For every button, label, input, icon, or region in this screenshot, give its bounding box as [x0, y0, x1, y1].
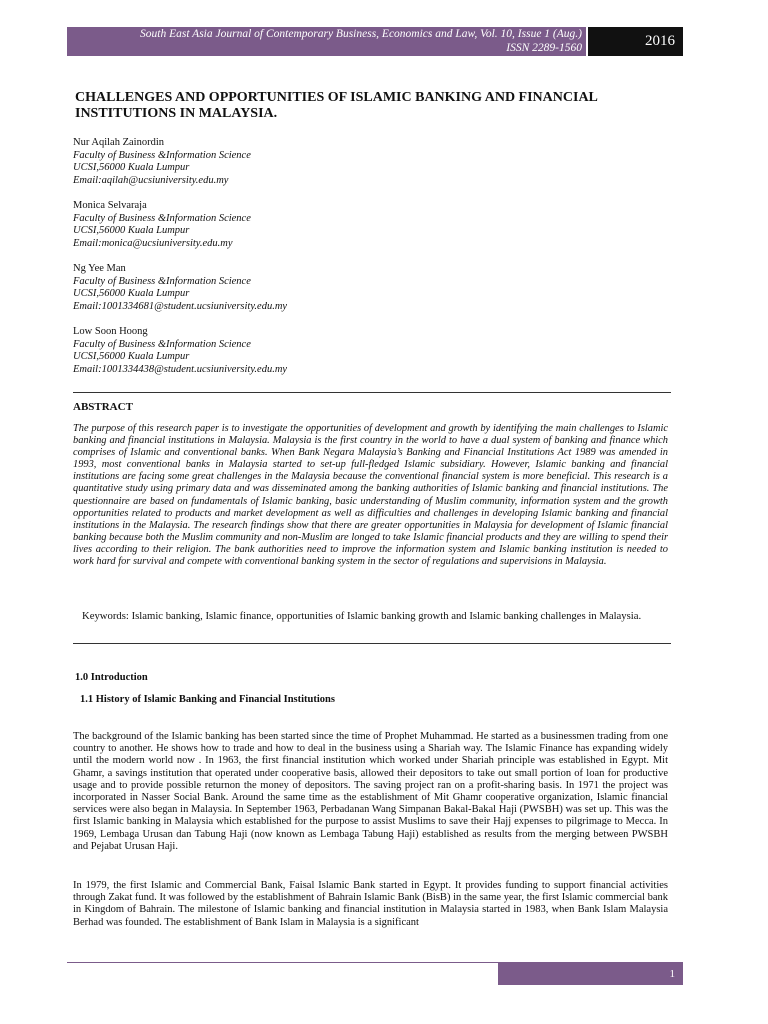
author-affiliation: Faculty of Business &Information Science: [73, 275, 251, 287]
author-block: [73, 137, 473, 187]
author-address: UCSI,56000 Kuala Lumpur: [73, 288, 190, 299]
author-block: [73, 263, 473, 313]
body-paragraph: The background of the Islamic banking has been started since the time of Prophet Muhammad. He started as a businessmen trading from one country to another. He shows how to trade and how to deal in the business using a Shariah way. The Islamic Finance has expanding widely until the modern world now . In 1963, the first financial institution which worked under Shariah principle was established in Egypt. Mit Ghamr, a savings institution that operated under cooperative basis, allowed their depositors to take out small portion of loan for productive usage and to provide possible returnon the money of depositors. The saving project ran on a profit-sharing basis. In 1971 the project was incorporated in Nasser Social Bank. Around the same time as the establishment of Mit Ghamr cooperative organization, Islamic financial services were also began in Malaysia. In September 1963, Perbadanan Wang Simpanan Bakal-Bakal Haji (PWSBH) was set up. This was the first Islamic banking in Malaysia which established for the purpose to assist Muslims to save their Hajj expenses to pilgrimage to Mecca. In 1969, Lembaga Urusan dan Tabung Haji (now known as Lembaga Tabung Haji) established as results from the merging between PWSBH and Pejabat Urusan Haji.: [73, 731, 668, 852]
journal-issn: ISSN 2289-1560: [506, 42, 582, 54]
abstract-heading: ABSTRACT: [73, 401, 133, 413]
author-name: Nur Aqilah Zainordin: [73, 137, 164, 148]
author-email: Email:1001334438@student.ucsiuniversity.edu.my: [73, 363, 288, 375]
author-email: Email:aqilah@ucsiuniversity.edu.my: [73, 174, 229, 186]
author-address: UCSI,56000 Kuala Lumpur: [73, 351, 190, 362]
subsection-heading: 1.1 History of Islamic Banking and Financial Institutions: [80, 694, 335, 705]
journal-citation: South East Asia Journal of Contemporary Business, Economics and Law, Vol. 10, Issue 1 (Aug.): [140, 28, 582, 40]
author-affiliation: Faculty of Business &Information Science: [73, 149, 251, 161]
page-number: 1: [498, 963, 683, 985]
paper-title-line: CHALLENGES AND OPPORTUNITIES OF ISLAMIC BANKING AND FINANCIAL: [75, 90, 598, 105]
author-name: Ng Yee Man: [73, 263, 126, 274]
journal-header-text: [70, 27, 582, 55]
author-email: Email:monica@ucsiuniversity.edu.my: [73, 237, 233, 249]
paper-title: [75, 90, 635, 121]
author-block: [73, 326, 473, 376]
abstract-text: The purpose of this research paper is to investigate the opportunities of development and growth by identifying the main challenges to Islamic banking and financial institutions in Malaysia. Malaysia is the first country in the world to have a dual system of banking and finance which comprises of Islamic and conventional banks. When Bank Negara Malaysia’s Banking and Financial Institutions Act 1989 was amended in 1993, most conventional banks in Malaysia started to set-up full-fledged Islamic subsidiary. However, Islamic banking and financial institutions are facing some great challenges in the Malaysia because the conventional financial system is more beneficial. This research is a quantitative study using primary data and was disseminated among the banking authorities of Islamic banking and financial institutions. The questionnaire are based on fundamentals of Islamic banking, basic understanding of Muslim community, information system and the growth opportunities related to products and market development as well as difficulties and challenges in developing Islamic banking and financial institutions in the Malaysia. The research findings show that there are greater opportunities in Malaysia for development of Islamic financial banking because both the Muslim community and non-Muslim are longed to take Islamic financial products and they are willing to spend their lives according to their religion. The bank authorities need to improve the information system and Islamic banking institution is needed to work hard for survival and compete with conventional banking system in the sector of regulations and supervisions in Malaysia.: [73, 423, 668, 568]
author-name: Monica Selvaraja: [73, 200, 147, 211]
author-block: [73, 200, 473, 250]
keywords: Keywords: Islamic banking, Islamic finance, opportunities of Islamic banking growth and Islamic banking challenges in Malaysia.: [82, 610, 642, 622]
divider-rule: [73, 643, 671, 644]
author-email: Email:1001334681@student.ucsiuniversity.edu.my: [73, 300, 288, 312]
divider-rule: [73, 392, 671, 393]
year-badge: 2016: [588, 27, 683, 56]
body-paragraph: In 1979, the first Islamic and Commercial Bank, Faisal Islamic Bank started in Egypt. It provides funding to support financial activities through Zakat fund. It was followed by the establishment of Bahrain Islamic Bank (BisB) in the same year, the first Islamic commercial bank in Kingdom of Bahrain. The milestone of Islamic banking and financial institution in Malaysia started in 1983, when Bank Islam Malaysia Berhad was founded. The establishment of Bank Islam in Malaysia is a significant: [73, 880, 668, 928]
paper-title-line: INSTITUTIONS IN MALAYSIA.: [75, 105, 278, 121]
author-affiliation: Faculty of Business &Information Science: [73, 338, 251, 350]
author-address: UCSI,56000 Kuala Lumpur: [73, 225, 190, 236]
author-affiliation: Faculty of Business &Information Science: [73, 212, 251, 224]
section-heading: 1.0 Introduction: [75, 672, 148, 683]
author-name: Low Soon Hoong: [73, 326, 148, 337]
author-address: UCSI,56000 Kuala Lumpur: [73, 162, 190, 173]
